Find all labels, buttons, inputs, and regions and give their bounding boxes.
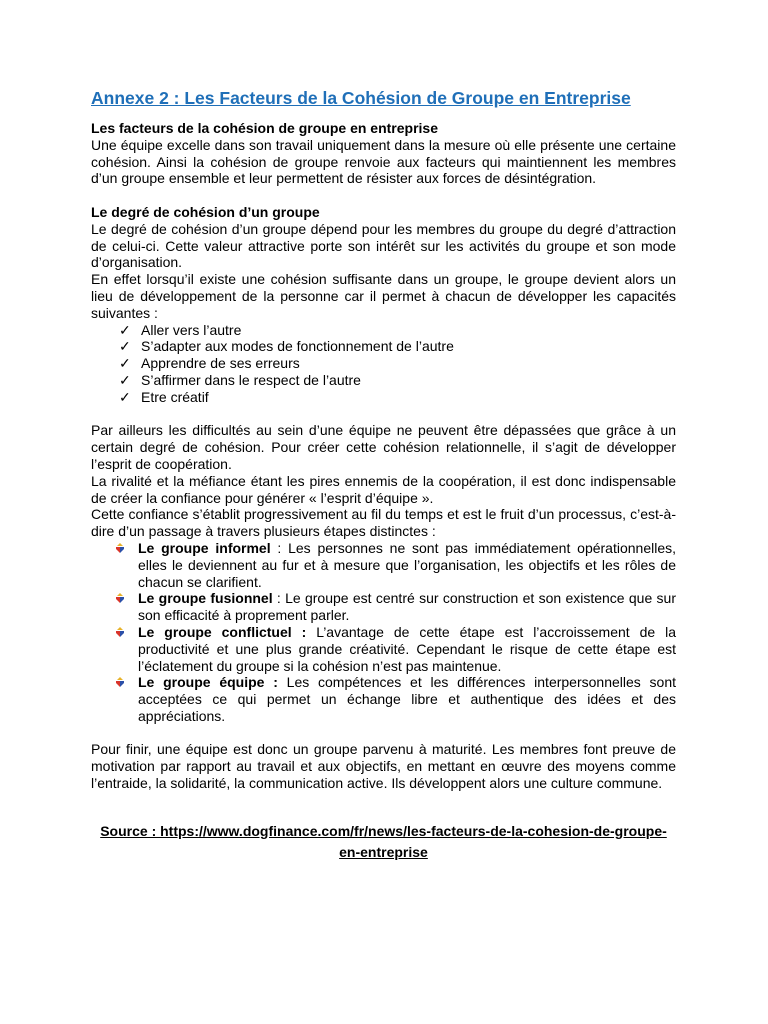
list-item: ✓ Aller vers l’autre <box>119 321 242 338</box>
spacer <box>91 187 676 204</box>
stage-item: Le groupe fusionnel : Le groupe est centré sur construction et son existence que sur son efficacité à proprement parler. <box>138 590 676 624</box>
arrow-bullet-icon <box>114 676 126 688</box>
list-item: ✓ Apprendre de ses erreurs <box>119 355 300 372</box>
section3-text2: La rivalité et la méfiance étant les pires ennemis de la coopération, il est donc indispensable de créer la confiance pour générer « l’esprit d’équipe ». <box>91 472 676 506</box>
section1-heading: Les facteurs de la cohésion de groupe en entreprise <box>91 120 438 136</box>
arrow-bullet-icon <box>114 592 126 604</box>
section2-heading: Le degré de cohésion d’un groupe <box>91 203 320 220</box>
section3-text1: Par ailleurs les difficultés au sein d’une équipe ne peuvent être dépassées que grâce à un certain degré de cohésion. Pour créer cette cohésion relationnelle, il s’agit de développer l’esprit de coopération. <box>91 422 676 472</box>
checkmark-icon: ✓ <box>119 371 131 388</box>
stage-item: Le groupe équipe : Les compétences et les différences interpersonnelles sont acceptées ce qui permet un échange libre et authentique des idées et des appréciations. <box>138 674 676 724</box>
spacer <box>91 725 676 742</box>
checkmark-icon: ✓ <box>119 355 131 372</box>
arrow-bullet-icon <box>114 542 126 554</box>
section2-text1: Le degré de cohésion d’un groupe dépend pour les membres du groupe du degré d’attraction de celui-ci. Cette valeur attractive porte son intérêt sur les activités du groupe et son mode d’organisation. <box>91 220 676 271</box>
section4-text: Pour finir, une équipe est donc un groupe parvenu à maturité. Les membres font preuve de motivation par rapport au travail et aux objectifs, en mettant en œuvre des moyens comme l’entraide, la solidarité, la communication active. Ils développent alors une culture commune. <box>91 741 676 792</box>
list-item: ✓ Etre créatif <box>119 388 209 405</box>
section3-text3: Cette confiance s’établit progressivement au fil du temps et est le fruit d’un processus, c’est-à-dire d’un passage à travers plusieurs étapes distinctes : <box>91 506 676 540</box>
list-item: ✓ S’adapter aux modes de fonctionnement de l’autre <box>119 338 454 355</box>
checkmark-icon: ✓ <box>119 388 131 405</box>
spacer <box>91 792 676 809</box>
section2-text2: En effet lorsqu’il existe une cohésion suffisante dans un groupe, le groupe devient alors un lieu de développement de la personne car il permet à chacun de développer les capacités suivantes : <box>91 271 676 321</box>
checkmark-icon: ✓ <box>119 321 131 338</box>
stage-item: Le groupe informel : Les personnes ne sont pas immédiatement opérationnelles, elles le deviennent au fur et à mesure que l’organisation, les objectifs et les rôles de chacun se clarifient. <box>138 540 676 590</box>
page-title: Annexe 2 : Les Facteurs de la Cohésion de Groupe en Entreprise <box>91 88 631 108</box>
stage-item: Le groupe conflictuel : L’avantage de cette étape est l’accroissement de la productivité et une plus grande créativité. Cependant le risque de cette étape est l’éclatement du groupe si la cohésion n’est pas maintenue. <box>138 624 676 674</box>
section1-text: Une équipe excelle dans son travail uniquement dans la mesure où elle présente une certaine cohésion. Ainsi la cohésion de groupe renvoie aux facteurs qui maintiennent les membres d’un groupe ensemble et leur permettent de résister aux forces de désintégration. <box>91 136 676 187</box>
spacer <box>91 809 676 821</box>
list-item: ✓ S’affirmer dans le respect de l’autre <box>119 371 361 388</box>
capacities-list <box>91 322 676 406</box>
stages-list <box>91 540 676 725</box>
source-link[interactable]: Source : https://www.dogfinance.com/fr/news/les-facteurs-de-la-cohesion-de-groupe-en-entreprise <box>100 822 667 860</box>
checkmark-icon: ✓ <box>119 338 131 355</box>
arrow-bullet-icon <box>114 626 126 638</box>
spacer <box>91 406 676 423</box>
document-page <box>91 87 676 863</box>
